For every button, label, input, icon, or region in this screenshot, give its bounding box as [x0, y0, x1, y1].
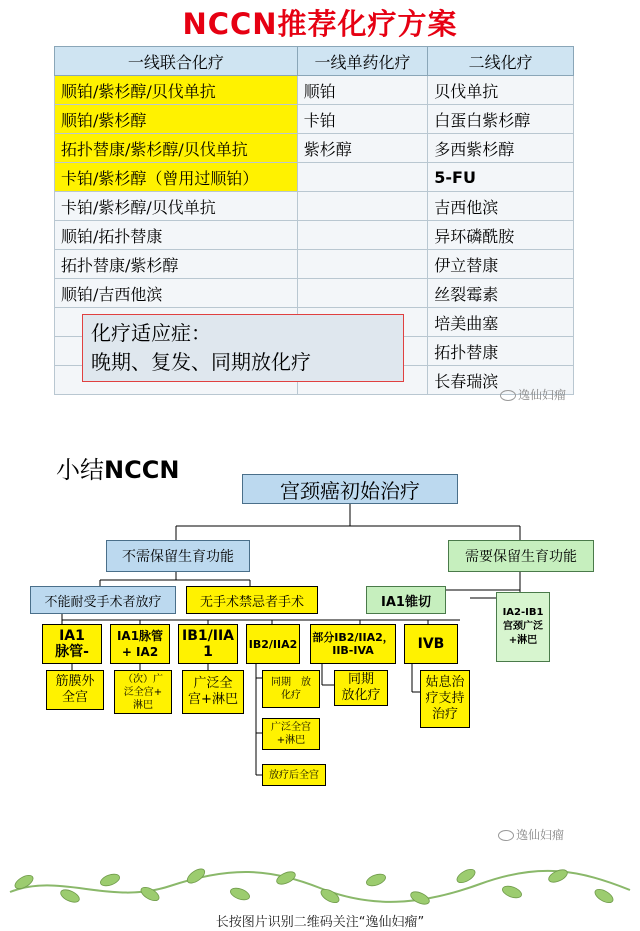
- slide1-title: NCCN推荐化疗方案: [182, 7, 458, 41]
- table-cell: 顺铂/吉西他滨: [55, 279, 298, 308]
- table-cell: [297, 163, 428, 192]
- table-cell: 拓扑替康/紫杉醇: [55, 250, 298, 279]
- table-cell: 多西紫杉醇: [428, 134, 574, 163]
- table-cell: 顺铂/拓扑替康: [55, 221, 298, 250]
- stage-ib1: IB1/IIA 1: [178, 624, 238, 664]
- slide-nccn-summary: [0, 430, 640, 860]
- wechat-icon: [500, 390, 516, 401]
- table-cell: 顺铂: [297, 76, 428, 105]
- table-cell: 伊立替康: [428, 250, 574, 279]
- table-cell: [297, 279, 428, 308]
- table-cell: [297, 221, 428, 250]
- table-cell: 白蛋白紫杉醇: [428, 105, 574, 134]
- table-cell: 拓扑替康: [428, 337, 574, 366]
- table-cell: 拓扑替康/紫杉醇/贝伐单抗: [55, 134, 298, 163]
- indication-line2: 晚期、复发、同期放化疗: [91, 350, 311, 374]
- stage-ia1: IA1 脉管-: [42, 624, 102, 664]
- table-row: [55, 192, 574, 221]
- treatment-post-rt-hyst: 放疗后全宫: [262, 764, 326, 786]
- decorative-vine: [0, 862, 640, 910]
- wechat-icon: [498, 830, 514, 841]
- stage-ib2: IB2/IIA2: [246, 624, 300, 664]
- treatment-sub-radical: （次）广 泛全宫+ 淋巴: [114, 670, 172, 714]
- indication-box: [82, 314, 404, 382]
- title-prefix: 小结: [56, 456, 104, 484]
- footer-caption: 长按图片识别二维码关注“逸仙妇瘤”: [215, 915, 425, 930]
- table-cell: 紫杉醇: [297, 134, 428, 163]
- treatment-palliative: 姑息治 疗支持 治疗: [420, 670, 470, 728]
- table-cell: 卡铂/紫杉醇（曾用过顺铂）: [55, 163, 298, 192]
- header-second-line: 二线化疗: [428, 47, 574, 76]
- table-cell: 贝伐单抗: [428, 76, 574, 105]
- table-cell: [297, 192, 428, 221]
- table-cell: 卡铂/紫杉醇/贝伐单抗: [55, 192, 298, 221]
- table-row: [55, 250, 574, 279]
- treatment-fascial-hysterectomy: 筋膜外 全宫: [46, 670, 104, 710]
- stage-ivb: IVB: [404, 624, 458, 664]
- stage-partial-iib-iva: 部分IB2/IIA2， IIB-IVA: [310, 624, 396, 664]
- table-row: [55, 105, 574, 134]
- slide-chemo-regimens: [0, 0, 640, 408]
- table-cell: 丝裂霉素: [428, 279, 574, 308]
- treatment-radical-hyst-lymph: 广泛全宫 +淋巴: [262, 718, 320, 750]
- table-cell: 长春瑞滨: [428, 366, 574, 395]
- treatment-concurrent-crt: 同期 放 化疗: [262, 670, 320, 708]
- treatment-chemoradiation: 同期 放化疗: [334, 670, 388, 706]
- stage-ia1-lvsi: IA1脉管 + IA2: [110, 624, 170, 664]
- node-no-contra: 无手术禁忌者手术: [186, 586, 318, 614]
- node-inoperable: 不能耐受手术者放疗: [30, 586, 176, 614]
- slide2-title: [56, 450, 179, 485]
- table-cell: 顺铂/紫杉醇: [55, 105, 298, 134]
- table-row: [55, 221, 574, 250]
- table-cell: 培美曲塞: [428, 308, 574, 337]
- header-first-line-combo: 一线联合化疗: [55, 47, 298, 76]
- table-cell: [297, 250, 428, 279]
- table-row: [55, 163, 574, 192]
- node-root: 宫颈癌初始治疗: [242, 474, 458, 504]
- table-row: [55, 76, 574, 105]
- watermark: 逸仙妇瘤: [498, 826, 564, 843]
- node-no-fertility: 不需保留生育功能: [106, 540, 250, 572]
- table-cell: 卡铂: [297, 105, 428, 134]
- table-cell: 吉西他滨: [428, 192, 574, 221]
- table-header-row: [55, 47, 574, 76]
- table-row: [55, 134, 574, 163]
- table-cell: 异环磷酰胺: [428, 221, 574, 250]
- node-ia1-cone: IA1锥切: [366, 586, 446, 614]
- table-cell: 5-FU: [428, 163, 574, 192]
- watermark: 逸仙妇瘤: [500, 386, 566, 403]
- indication-line1: 化疗适应症：: [91, 321, 211, 345]
- table-row: [55, 279, 574, 308]
- title-suffix: NCCN: [104, 456, 180, 484]
- node-ia2-ib1: IA2-IB1宫颈广泛+淋巴: [496, 592, 550, 662]
- header-first-line-single: 一线单药化疗: [297, 47, 428, 76]
- node-fertility: 需要保留生育功能: [448, 540, 594, 572]
- table-cell: 顺铂/紫杉醇/贝伐单抗: [55, 76, 298, 105]
- treatment-radical-lymph: 广泛全 宫+淋巴: [182, 670, 244, 714]
